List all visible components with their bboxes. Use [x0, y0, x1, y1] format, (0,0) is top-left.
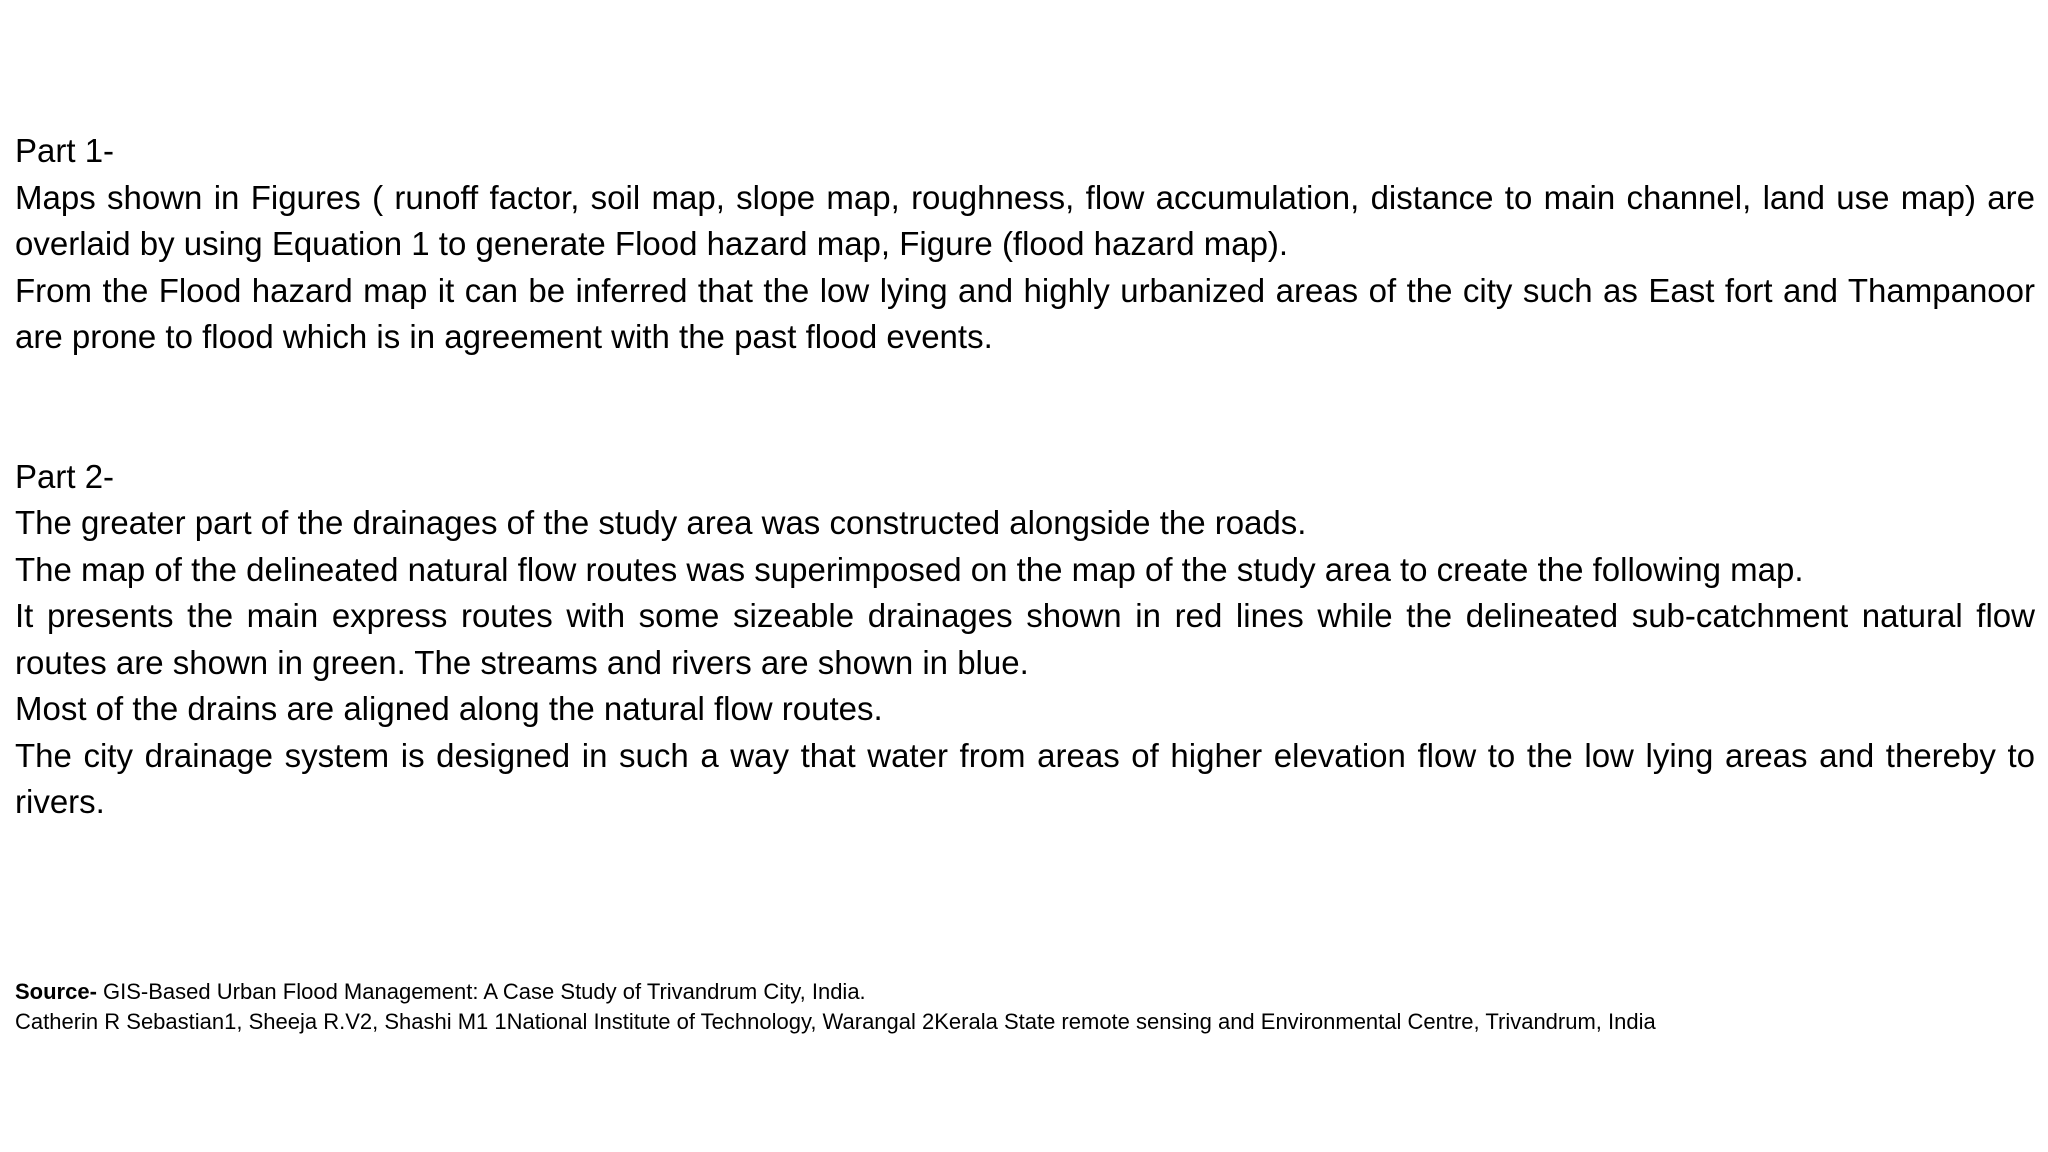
part2-paragraph-1: The greater part of the drainages of the study area was constructed alongside the roads. [15, 504, 1307, 541]
part2-paragraph-3: It presents the main express routes with some sizeable drainages shown in red lines while the delineated sub-catchment natural flow routes are shown in green. The streams and rivers are shown in blue. [15, 597, 2035, 681]
slide-body [15, 128, 2035, 826]
source-authors: Catherin R Sebastian1, Sheeja R.V2, Shashi M1 1National Institute of Technology, Warangal 2Kerala State remote sensing and Environmental Centre, Trivandrum, India [15, 1009, 1656, 1034]
part2-paragraph-5: The city drainage system is designed in such a way that water from areas of higher elevation flow to the low lying areas and thereby to rivers. [15, 736, 2035, 820]
part2-paragraph-2: The map of the delineated natural flow routes was superimposed on the map of the study area to create the following map. [15, 550, 1804, 588]
source-label: Source- [15, 979, 97, 1004]
source-title: GIS-Based Urban Flood Management: A Case Study of Trivandrum City, India. [96, 979, 866, 1004]
section-spacer [15, 361, 2035, 454]
source-line [15, 977, 2035, 1007]
source-citation [15, 977, 2035, 1037]
part1-paragraph-1: Maps shown in Figures ( runoff factor, soil map, slope map, roughness, flow accumulation, distance to main channel, land use map) are overlaid by using Equation 1 to generate Flood hazard map, Figure (flood hazard map). [15, 178, 2035, 262]
part1-paragraph-2: From the Flood hazard map it can be inferred that the low lying and highly urbanized areas of the city such as East fort and Thampanoor are prone to flood which is in agreement with the past flood events. [15, 271, 2035, 355]
part2-heading: Part 2- [15, 457, 115, 495]
part2-paragraph-4: Most of the drains are aligned along the natural flow routes. [15, 690, 883, 727]
part1-heading: Part 1- [15, 132, 115, 169]
